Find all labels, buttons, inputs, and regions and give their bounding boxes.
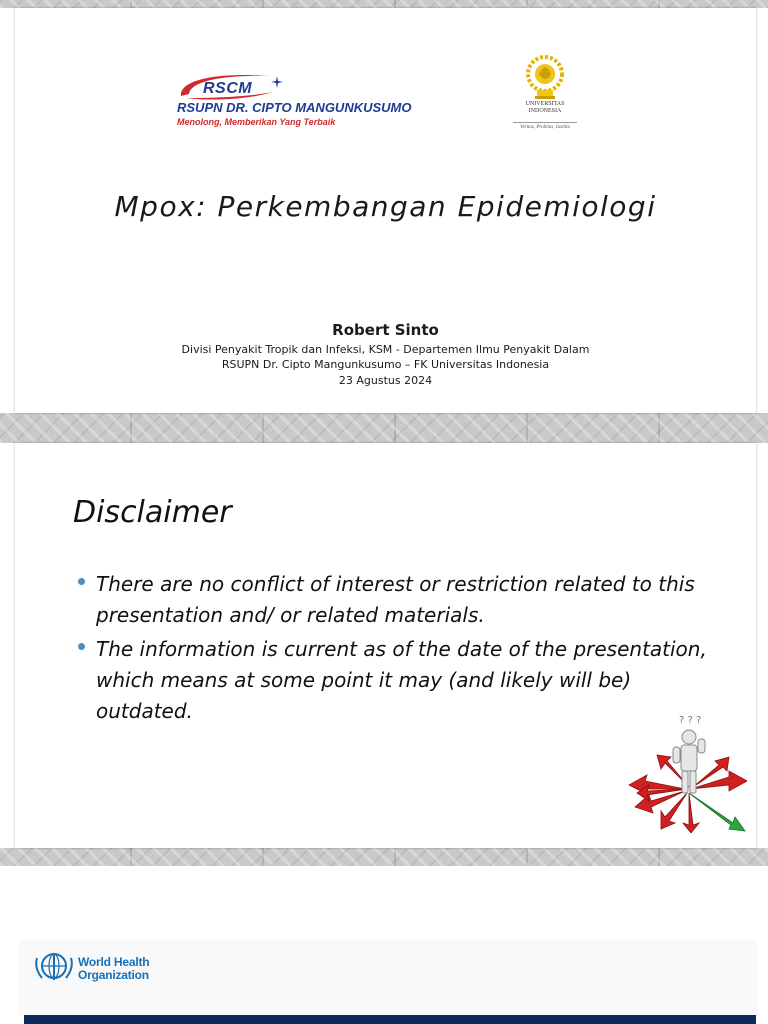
confused-person-arrows-icon [623,711,747,833]
who-navy-bar [24,1015,756,1024]
rscm-tagline: Menolong, Memberikan Yang Terbaik [177,117,336,127]
affiliation-line-2: RSUPN Dr. Cipto Mangunkusumo – FK Universitas Indonesia [221,358,550,371]
sparkle-icon [271,76,283,88]
universitas-indonesia-logo [513,54,577,138]
presentation-date: 23 Agustus 2024 [338,374,433,387]
rscm-logo [177,68,437,138]
list-item [73,634,713,727]
disclaimer-title: Disclaimer [73,495,232,530]
affiliation-line-1: Divisi Penyakit Tropik dan Infeksi, KSM - Departemen Ilmu Penyakit Dalam [181,343,590,356]
pattern-band-top [0,0,768,8]
author-name: Robert Sinto [332,321,439,339]
makara-emblem-icon [523,54,567,100]
ui-name [513,101,577,115]
bullet-dot-icon [78,643,85,650]
bullet-text: The information is current as of the date of the presentation, which means at some point it may (and likely will be) outdated. [96,637,707,723]
rscm-wordmark: RSCM [203,80,253,97]
ui-motto: Veritas, Probitas, Iustitia [513,122,577,130]
who-wordmark [78,956,149,982]
ui-name-line1: UNIVERSITAS [525,101,565,107]
who-line1: World Health [78,955,150,969]
slide-disclaimer [15,443,756,848]
svg-text:? ? ?: ? ? ? [679,715,702,726]
who-emblem-icon [34,950,74,984]
list-item [73,569,713,631]
bullet-text: There are no conflict of interest or restriction related to this presentation and/ or related materials. [96,572,695,627]
bullet-dot-icon [78,578,85,585]
presentation-title: Mpox: Perkembangan Epidemiologi [114,190,657,223]
rscm-hospital-name: RSUPN DR. CIPTO MANGUNKUSUMO [177,100,412,115]
disclaimer-bullet-list [73,569,713,730]
pattern-band-bottom [0,848,768,866]
pattern-band-middle [0,413,768,443]
who-line2: Organization [78,968,149,982]
who-header [18,940,758,1016]
ui-name-line2: INDONESIA [528,108,562,114]
slide-title [15,8,756,413]
